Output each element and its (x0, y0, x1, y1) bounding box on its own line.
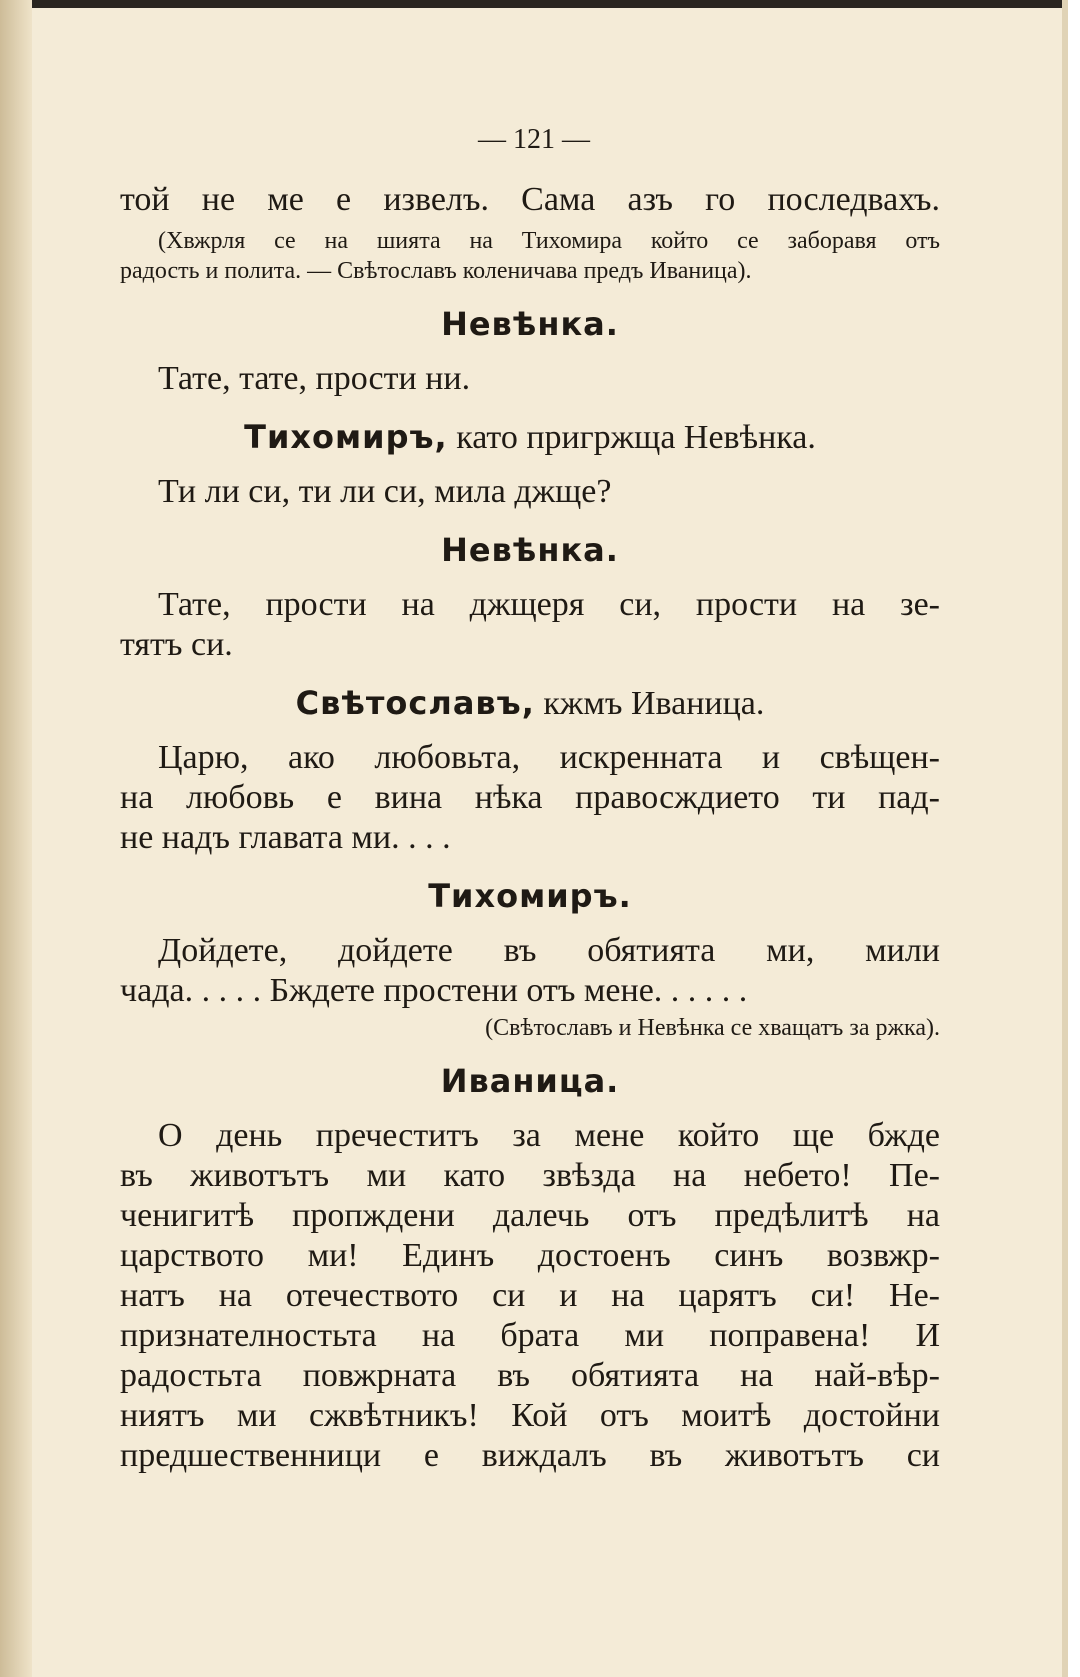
speaker-heading (120, 530, 940, 571)
stage-direction: (Свѣтославъ и Невѣнка се хващатъ за ржка). (485, 1015, 940, 1041)
text-line: въ животътъ ми като звѣзда на небето! Пе- (120, 1157, 940, 1194)
text-line: натъ на отечеството си и на царятъ си! Не- (120, 1277, 940, 1314)
text-line: Тате, тате, прости ни. (158, 360, 471, 397)
speaker-direction: кжмъ Иваница. (534, 685, 765, 722)
page-number: — 121 — (478, 124, 590, 155)
speaker-heading (120, 876, 940, 917)
text-line: Дойдете, дойдете въ обятията ми, мили (158, 932, 940, 969)
speaker-name: Иваница. (440, 1062, 620, 1100)
speaker-heading (120, 417, 940, 458)
text-line: ченигитѣ пропждени далечь отъ предѣлитѣ на (120, 1197, 940, 1234)
page-gutter-shadow (0, 0, 32, 1677)
speaker-direction: като пригржща Невѣнка. (447, 419, 816, 456)
text-line: той не ме е извелъ. Сама азъ го последвахъ. (120, 181, 940, 218)
text-line: предшественници е виждалъ въ животътъ си (120, 1437, 940, 1474)
page-text (120, 180, 940, 1476)
speaker-name: Невѣнка. (441, 305, 619, 343)
text-line: не надъ главата ми. . . . (120, 819, 451, 856)
speaker-name: Свѣтославъ, (295, 684, 535, 722)
page-right-edge (1062, 0, 1068, 1677)
speaker-name: Тихомиръ. (428, 877, 632, 915)
text-line: радостьта повжрната въ обятията на най-вѣр- (120, 1357, 940, 1394)
speaker-heading (120, 304, 940, 345)
speaker-name: Невѣнка. (441, 531, 619, 569)
text-line: тятъ си. (120, 626, 233, 663)
text-line: чада. . . . . Бждете простени отъ мене. . . . . . (120, 972, 748, 1009)
text-line: Царю, ако любовьта, искренната и свѣщен- (158, 739, 940, 776)
speaker-name: Тихомиръ, (244, 418, 448, 456)
stage-direction: радость и полита. — Свѣтославъ коленичава предъ Иваница). (120, 258, 752, 284)
text-line: Тате, прости на джщеря си, прости на зе- (158, 586, 940, 623)
speaker-heading (120, 1061, 940, 1102)
text-line: ниятъ ми сжвѣтникъ! Кой отъ моитѣ достойни (120, 1397, 940, 1434)
text-line: признателностьта на брата ми поправена! И (120, 1317, 940, 1354)
text-line: О день пречеститъ за мене който ще бжде (158, 1117, 940, 1154)
page-top-border (0, 0, 1068, 8)
speaker-heading (120, 683, 940, 724)
text-line: царството ми! Единъ достоенъ синъ возвжр- (120, 1237, 940, 1274)
stage-direction: (Хвжрля се на шията на Тихомира който се заборавя отъ (158, 228, 940, 254)
text-line: на любовь е вина нѣка правосждието ти пад- (120, 779, 940, 816)
text-line: Ти ли си, ти ли си, мила джще? (158, 473, 612, 510)
